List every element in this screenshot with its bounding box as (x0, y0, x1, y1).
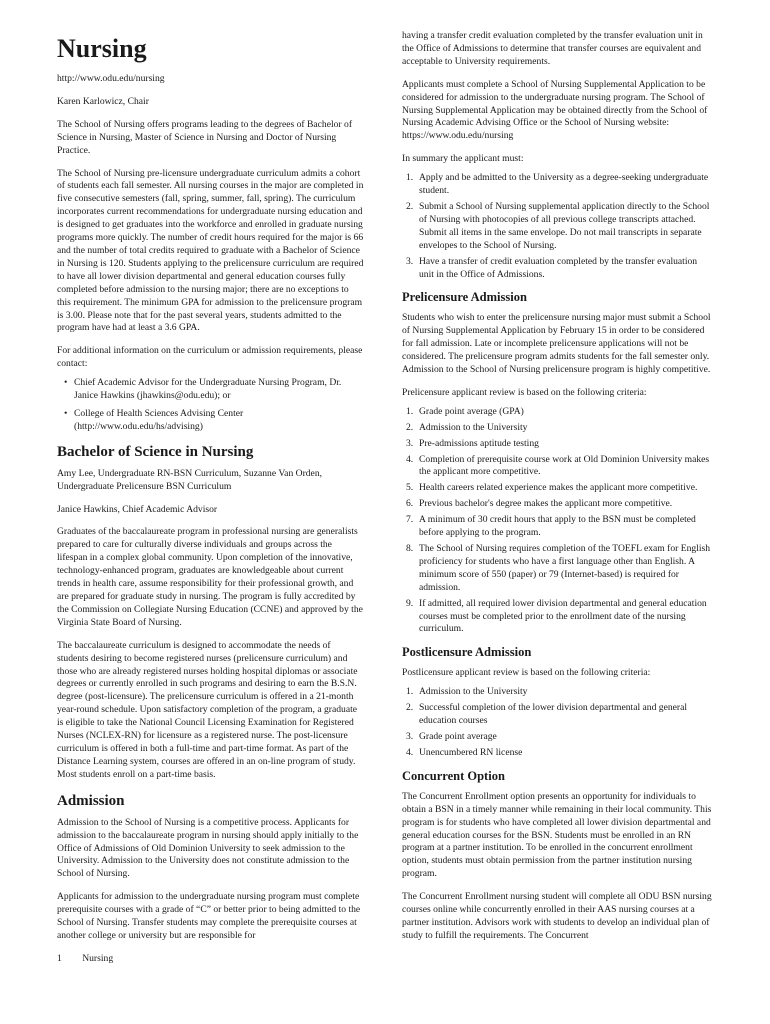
bsn-paragraph-1: Graduates of the baccalaureate program in professional nursing are generalists prepared to care for culturally diverse individuals and groups across the lifespan in a complex global community. Upon completion of the innovative, technology-enhanced program, graduates are knowledgeable about current trends in health care, assume responsibility for their professional growth, and are prepared for graduate study in nursing. The program is fully accredited by the Commission on Collegiate Nursing Education (CCNE) and approved by the Virginia State Board of Nursing. (57, 526, 363, 628)
prelicensure-heading: Prelicensure Admission (402, 290, 527, 305)
concurrent-paragraph-1: The Concurrent Enrollment option presents an opportunity for individuals to obtain a BSN in a timely manner while remaining in their local community. This program is for students who have completed all lower division departmental and general education courses for the BSN. Students must be enrolled in an RN program at a partner institution. To be enrolled in the concurrent enrollment option, students must obtain permission from the partner institution nursing program. (402, 790, 712, 880)
list-item: 6. Previous bachelor's degree makes the applicant more competitive. (406, 498, 673, 510)
admission-paragraph-1: Admission to the School of Nursing is a competitive process. Applicants for admission to the baccalaureate program in nursing should apply initially to the Office of Admissions of Old Dominion University to seek admission to the University. Admission to the University does not constitute admission to the School of Nursing. (57, 816, 359, 880)
prelicensure-criteria-list (402, 406, 712, 637)
footer-label: Nursing (82, 953, 114, 964)
contact-list (57, 377, 364, 434)
list-item: 3. Have a transfer of credit evaluation completed by the transfer evaluation unit in the Office of Admissions. (406, 255, 698, 280)
list-item: 5. Health careers related experience makes the applicant more competitive. (406, 482, 698, 494)
right-column (402, 30, 712, 953)
supplemental-application: Applicants must complete a School of Nursing Supplemental Application to be considered for admission to the undergraduate nursing program. The School of Nursing Supplemental Application may be obtained directly from the School of Nursing Academic Advising Office or the School of Nursing website: https://www.odu.edu/nursing (402, 78, 708, 142)
list-item: 4. Completion of prerequisite course work at Old Dominion University makes the applicant more competitive. (406, 453, 710, 478)
contact-intro: For additional information on the curriculum or admission requirements, please contact: (57, 345, 363, 370)
summary-intro: In summary the applicant must: (402, 153, 524, 165)
summary-list (402, 172, 712, 281)
list-item: 4. Unencumbered RN license (406, 746, 523, 758)
list-item: 8. The School of Nursing requires completion of the TOEFL exam for English proficiency for students who have a first language other than English. A minimum score of 550 (paper) or 79 (Internet-based) is required for admission. (406, 543, 711, 593)
list-item: 9. If admitted, all required lower division departmental and general education courses must be completed prior to the enrollment date of the nursing curriculum. (406, 597, 707, 635)
list-item: 1. Grade point average (GPA) (406, 405, 524, 417)
bsn-paragraph-2: The baccalaureate curriculum is designed to accommodate the needs of students desiring to become registered nurses (prelicensure curriculum) and those who are already registered nurses holding hospital diplomas or associate degrees or currently enrolled in such programs and desiring to earn the B.S.N. degree (post-licensure). The prelicensure curriculum is offered in a 21-month year-round schedule. Upon satisfactory completion of the program, a graduate is eligible to take the National Council Licensing Examination for Registered Nurses (NCLEX-RN) for licensure as a registered nurse. The post-licensure curriculum is offered in both a full-time and part-time format. As part of the Distance Learning system, courses are offered in an on-line program of study. Most students enroll on a part-time basis. (57, 639, 358, 780)
concurrent-heading: Concurrent Option (402, 768, 505, 783)
page-number: 1 (57, 953, 62, 964)
admission-paragraph-2: Applicants for admission to the undergraduate nursing program must complete prerequisite courses with a grade of “C” or better prior to being admitted to the School of Nursing. Transfer students may complete the prerequisite courses at another college or university but are responsible for (57, 891, 361, 941)
concurrent-paragraph-2: The Concurrent Enrollment nursing student will complete all ODU BSN nursing courses online while concurrently enrolled in their AAS nursing courses at a partner institution. Advisors work with students to develop an individual plan of study to fulfill the requirements. The Concurrent (402, 891, 712, 941)
left-column (57, 30, 364, 953)
bsn-advisor: Janice Hawkins, Chief Academic Advisor (57, 503, 218, 515)
curriculum-paragraph: The School of Nursing pre-licensure undergraduate curriculum admits a cohort of students each fall semester. All nursing courses in the major are completed in five consecutive semesters (fall, spring, summer, fall, spring). The curriculum incorporates current recommendations for undergraduate nursing education and is designed to get graduates into the workforce and enrolled in graduate nursing programs more quickly. The number of credit hours required for the major is 66 and the number of total credits required to graduate with a Bachelor of Science in Nursing is 120. Students applying to the prelicensure curriculum are required to have all lower division departmental and general education courses fully completed before admission to the nursing major; there are no exceptions to this requirement. The minimum GPA for admission to the prelicensure program is 3.00. Please note that for the past several years, students admitted to the program have had at least a 3.6 GPA. (57, 167, 364, 334)
intro-paragraph: The School of Nursing offers programs leading to the degrees of Bachelor of Science in Nursing, Master of Science in Nursing and Doctor of Nursing Practice. (57, 118, 353, 156)
list-item: 3. Pre-admissions aptitude testing (406, 437, 539, 449)
admission-heading: Admission (57, 792, 125, 809)
postlicensure-heading: Postlicensure Admission (402, 645, 532, 660)
list-item: 2. Admission to the University (406, 421, 528, 433)
bullet-icon: • (64, 377, 68, 389)
page-title: Nursing (57, 34, 147, 63)
list-item: 7. A minimum of 30 credit hours that apply to the BSN must be completed before applying to the program. (406, 514, 696, 539)
bsn-heading: Bachelor of Science in Nursing (57, 443, 254, 460)
list-item: 3. Grade point average (406, 730, 497, 742)
list-item: 2. Successful completion of the lower division departmental and general education courses (406, 702, 688, 727)
department-url: http://www.odu.edu/nursing (57, 73, 165, 84)
list-item: 1. Apply and be admitted to the University as a degree-seeking undergraduate student. (406, 172, 709, 197)
prelicensure-criteria-intro: Prelicensure applicant review is based on the following criteria: (402, 386, 647, 398)
transfer-continuation: having a transfer credit evaluation completed by the transfer evaluation unit in the Office of Admissions to determine that transfer courses are equivalent and acceptable to University requirements. (402, 30, 703, 67)
bullet-icon: • (64, 407, 68, 419)
postlicensure-criteria-intro: Postlicensure applicant review is based on the following criteria: (402, 667, 651, 679)
list-item: 2. Submit a School of Nursing supplemental application directly to the School of Nursing with photocopies of all previous college transcripts attached. Submit all items in the same envelope. Do not mail transcripts in separate envelopes to the School of Nursing. (406, 200, 710, 251)
postlicensure-criteria-list (402, 686, 712, 760)
bsn-staff: Amy Lee, Undergraduate RN-BSN Curriculum, Suzanne Van Orden, Undergraduate Prelicensure BSN Curriculum (57, 467, 323, 492)
department-chair: Karen Karlowicz, Chair (57, 95, 149, 107)
page-footer (57, 953, 113, 964)
list-item: • College of Health Sciences Advising Center (http://www.odu.edu/hs/advising) (64, 407, 244, 432)
list-item: • Chief Academic Advisor for the Undergraduate Nursing Program, Dr. Janice Hawkins (jhawkins@odu.edu); or (64, 377, 342, 402)
list-item: 1. Admission to the University (406, 686, 528, 698)
prelicensure-paragraph: Students who wish to enter the prelicensure nursing major must submit a School of Nursing Supplemental Application by February 15 in order to be considered for fall admission. Late or incomplete prelicensure applications will not be considered. The prelicensure program admits students for the fall semester only. Admission to the School of Nursing prelicensure program is highly competitive. (402, 312, 711, 376)
